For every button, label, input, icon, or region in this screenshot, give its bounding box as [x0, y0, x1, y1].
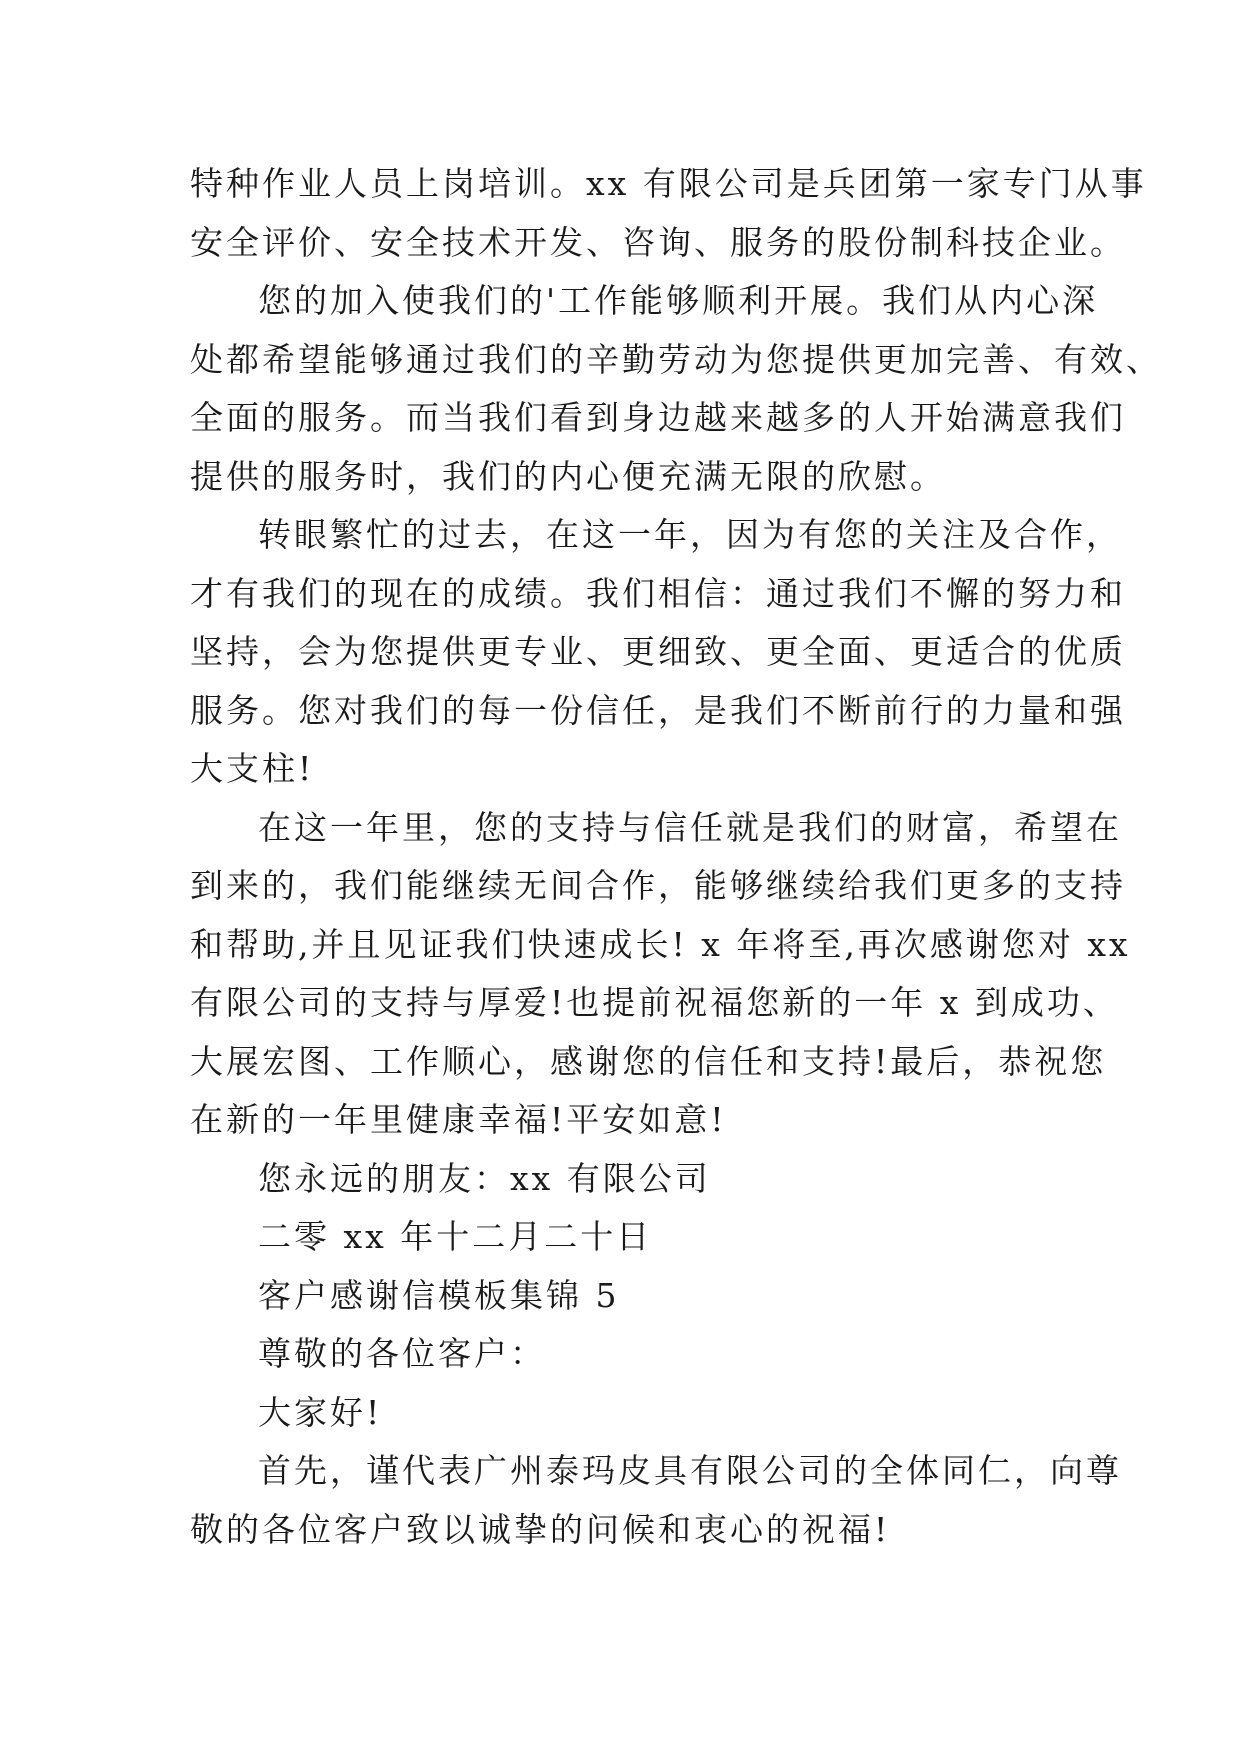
- document-body: [190, 155, 1162, 1559]
- text-line: 有限公司的支持与厚爱!也提前祝福您新的一年 x 到成功、: [190, 983, 1119, 1022]
- text-line: 和帮助,并且见证我们快速成长! x 年将至,再次感谢您对 xx: [190, 924, 1131, 964]
- text-line: 坚持，会为您提供更专业、更细致、更全面、更适合的优质: [190, 632, 1126, 671]
- text-line: 处都希望能够通过我们的辛勤劳动为您提供更加完善、有效、: [190, 339, 1162, 379]
- text-line: 全面的服务。而当我们看到身边越来越多的人开始满意我们: [190, 398, 1126, 437]
- text-line: 您的加入使我们的'工作能够顺利开展。我们从内心深: [258, 281, 1099, 320]
- text-line: 您永远的朋友：xx 有限公司: [258, 1158, 711, 1198]
- text-line: 二零 xx 年十二月二十日: [258, 1217, 653, 1256]
- text-line: 在这一年里，您的支持与信任就是我们的财富，希望在: [258, 807, 1122, 847]
- text-line: 尊敬的各位客户：: [258, 1334, 546, 1373]
- text-line: 服务。您对我们的每一份信任，是我们不断前行的力量和强: [190, 690, 1126, 730]
- text-line: 提供的服务时，我们的内心便充满无限的欣慰。: [190, 456, 946, 496]
- text-line: 安全评价、安全技术开发、咨询、服务的股份制科技企业。: [190, 222, 1126, 262]
- text-line: 在新的一年里健康幸福!平安如意!: [190, 1100, 727, 1139]
- text-line: 才有我们的现在的成绩。我们相信：通过我们不懈的努力和: [190, 573, 1126, 613]
- text-line: 大展宏图、工作顺心，感谢您的信任和支持!最后，恭祝您: [190, 1041, 1107, 1081]
- text-line: 到来的，我们能继续无间合作，能够继续给我们更多的支持: [190, 866, 1126, 905]
- text-line: 敬的各位客户致以诚挚的问候和衷心的祝福!: [190, 1509, 891, 1549]
- text-line: 转眼繁忙的过去，在这一年，因为有您的关注及合作，: [258, 515, 1122, 554]
- text-line: 大家好!: [258, 1392, 383, 1432]
- text-line: 特种作业人员上岗培训。xx 有限公司是兵团第一家专门从事: [190, 164, 1147, 203]
- text-line: 客户感谢信模板集锦 5: [258, 1275, 620, 1315]
- text-line: 首先，谨代表广州泰玛皮具有限公司的全体同仁，向尊: [258, 1451, 1122, 1490]
- text-line: 大支柱!: [190, 749, 315, 788]
